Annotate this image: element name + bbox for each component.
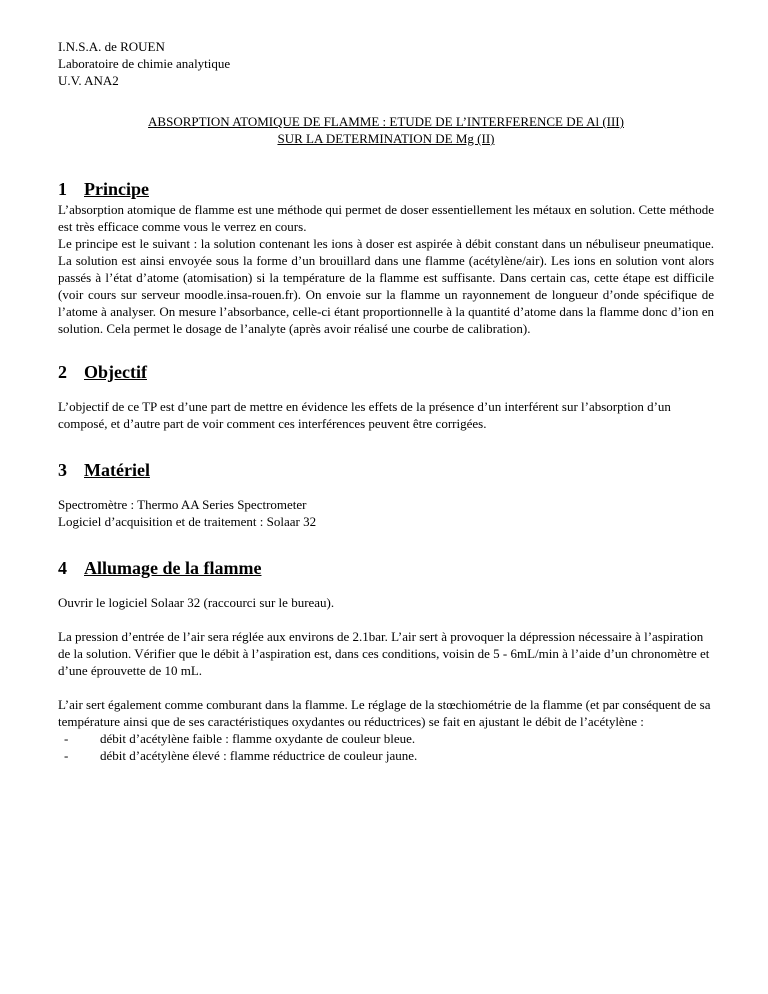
section-number: 4 <box>58 558 67 578</box>
section-heading <box>58 361 714 383</box>
section-title: Principe <box>84 179 149 199</box>
paragraph: L’objectif de ce TP est d’une part de mettre en évidence les effets de la présence d’un interférent sur l’absorption d’un composé, et d’autre part de voir comment ces interférences peuvent être corrigées. <box>58 399 671 431</box>
section-allumage <box>58 557 714 764</box>
flame-type-list <box>58 730 714 764</box>
section-title: Allumage de la flamme <box>84 558 262 578</box>
paragraph: La pression d’entrée de l’air sera réglée aux environs de 2.1bar. L’air sert à provoquer la dépression nécessaire à l’aspiration de la solution. Vérifier que le débit à l’aspiration est, dans ces conditions, voisin de 5 - 6mL/min à l’aide d’un chronomètre et d’une éprouvette de 10 mL. <box>58 629 710 678</box>
list-item <box>64 747 714 764</box>
section-title: Objectif <box>84 362 147 382</box>
section-number: 3 <box>58 460 67 480</box>
paragraph: Ouvrir le logiciel Solaar 32 (raccourci sur le bureau). <box>58 595 335 610</box>
section-heading <box>58 459 714 481</box>
list-item-text: débit d’acétylène élevé : flamme réductrice de couleur jaune. <box>100 748 418 763</box>
list-marker: - <box>64 731 69 746</box>
title-line-2: SUR LA DETERMINATION DE Mg (II) <box>277 131 495 146</box>
section-number: 1 <box>58 179 67 199</box>
header-block <box>58 38 714 89</box>
section-number: 2 <box>58 362 67 382</box>
laboratory-name: Laboratoire de chimie analytique <box>58 56 231 71</box>
institution-name: I.N.S.A. de ROUEN <box>58 39 165 54</box>
title-line-1: ABSORPTION ATOMIQUE DE FLAMME : ETUDE DE L’INTERFERENCE DE Al (III) <box>148 114 624 129</box>
section-title: Matériel <box>84 460 150 480</box>
paragraph: L’air sert également comme comburant dans la flamme. Le réglage de la stœchiométrie de la flamme (et par conséquent de sa température ainsi que de ses caractéristiques oxydantes ou réductrices) se fait en ajustant le débit de l’acétylène : <box>58 697 711 729</box>
paragraph: Le principe est le suivant : la solution contenant les ions à doser est aspirée à débit constant dans un nébuliseur pneumatique. La solution est ainsi envoyée sous la forme d’un brouillard dans une flamme (acétylène/air). Les ions en solution vont alors passés à l’état d’atome (atomisation) si la température de la flamme est suffisante. Dans certain cas, cette étape est difficile (voir cours sur serveur moodle.insa-rouen.fr). On envoie sur la flamme un rayonnement de longueur d’onde spécifique de l’atome à analyser. On mesure l’absorbance, celle-ci étant proportionnelle à la quantité d’atome dans la flamme donc d’ion en solution. Cela permet le dosage de l’analyte (après avoir réalisé une courbe de calibration). <box>58 236 714 336</box>
document-page <box>58 38 714 764</box>
list-item-text: débit d’acétylène faible : flamme oxydante de couleur bleue. <box>100 731 416 746</box>
section-heading <box>58 178 714 200</box>
section-materiel <box>58 459 714 530</box>
unit-code: U.V. ANA2 <box>58 73 119 88</box>
document-title <box>58 113 714 147</box>
section-principe <box>58 178 714 337</box>
list-item <box>64 730 714 747</box>
section-heading <box>58 557 714 579</box>
list-marker: - <box>64 748 69 763</box>
paragraph: L’absorption atomique de flamme est une méthode qui permet de doser essentiellement les métaux en solution. Cette méthode est très efficace comme vous le verrez en cours. <box>58 202 714 234</box>
text-line: Logiciel d’acquisition et de traitement : Solaar 32 <box>58 514 317 529</box>
text-line: Spectromètre : Thermo AA Series Spectrometer <box>58 497 307 512</box>
section-objectif <box>58 361 714 432</box>
